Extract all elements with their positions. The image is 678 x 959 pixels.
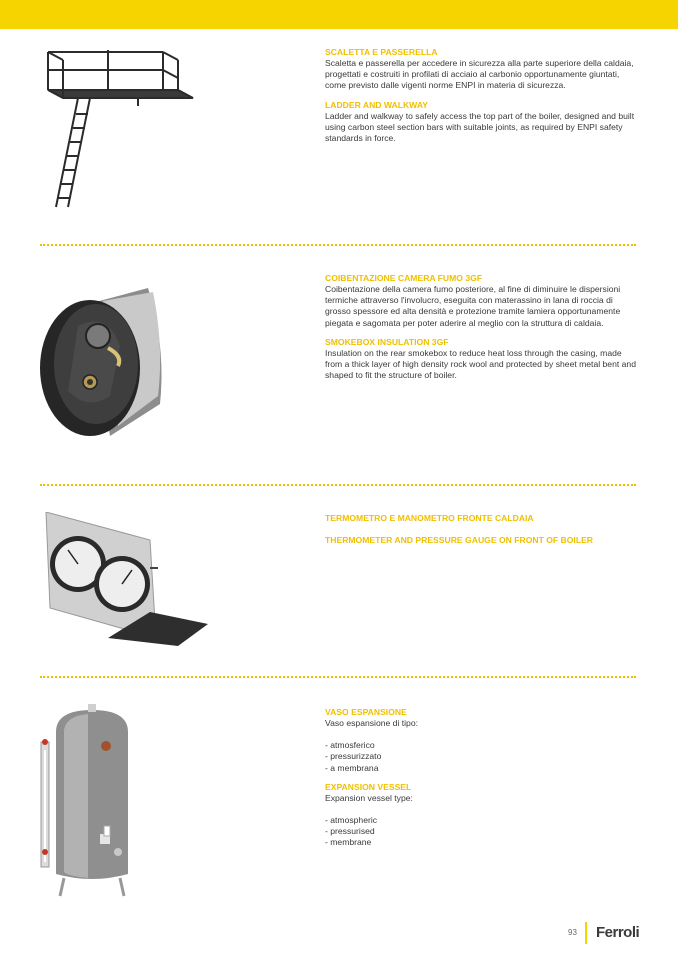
ladder-walkway-text	[325, 47, 640, 144]
brand-logo: Ferroli	[596, 924, 640, 941]
page-number: 93	[568, 928, 577, 937]
smokebox-en-text: Insulation on the rear smokebox to reduce heat loss through the casing, made from a thick layer of high density rock wool and protected by sheet metal bent and shaped to fit the structure of boiler.	[325, 347, 636, 381]
vessel-en-title: EXPANSION VESSEL	[325, 781, 412, 792]
ladder-it-text: Scaletta e passerella per accedere in sicurezza alla parte superiore della caldaia, progettati e costruiti in profilati di acciaio al carbonio opportunamente giuntati, come previsto dalle vigenti norme ENPI in materia di sicurezza.	[325, 58, 634, 91]
gauges-text	[325, 513, 640, 546]
ladder-en-title: LADDER AND WALKWAY	[325, 99, 428, 110]
smokebox-it-title: COIBENTAZIONE CAMERA FUMO 3GF	[325, 273, 483, 283]
vessel-it-text: Vaso espansione di tipo:	[325, 718, 419, 728]
smokebox-text	[325, 273, 640, 381]
smokebox-en-title: SMOKEBOX INSULATION 3GF	[325, 336, 449, 347]
expansion-vessel-illustration	[38, 702, 138, 902]
vessel-en-list: - atmospheric - pressurised - membrane	[325, 815, 378, 848]
header-bar	[0, 0, 678, 29]
ladder-it-title: SCALETTA E PASSERELLA	[325, 47, 438, 57]
section-divider	[40, 676, 636, 678]
logo-accent	[585, 922, 587, 944]
smokebox-insulation-illustration	[38, 286, 168, 446]
vessel-it-title: VASO ESPANSIONE	[325, 707, 407, 717]
gauges-it-title: TERMOMETRO E MANOMETRO FRONTE CALDAIA	[325, 513, 534, 523]
vessel-en-text: Expansion vessel type:	[325, 792, 413, 803]
smokebox-it-text: Coibentazione della camera fumo posteriore, al fine di diminuire le dispersioni termiche attraverso l'involucro, eseguita con materassino in lana di roccia di grosso spessore ed alta densità e protezione tramite lamiera opportunamente piegata e sagomata per poter aderire al meglio con la struttura di caldaia.	[325, 284, 621, 328]
section-divider	[40, 244, 636, 246]
vessel-it-list: - atmosferico - pressurizzato - a membrana	[325, 740, 382, 773]
ladder-en-text: Ladder and walkway to safely access the top part of the boiler, designed and built using carbon steel section bars with suitable joints, as required by ENPI safety standards in force.	[325, 110, 635, 144]
gauges-illustration	[38, 512, 208, 648]
gauges-en-title: THERMOMETER AND PRESSURE GAUGE ON FRONT OF BOILER	[325, 535, 594, 545]
section-divider	[40, 484, 636, 486]
ladder-walkway-illustration	[38, 42, 198, 214]
expansion-vessel-text	[325, 707, 640, 849]
